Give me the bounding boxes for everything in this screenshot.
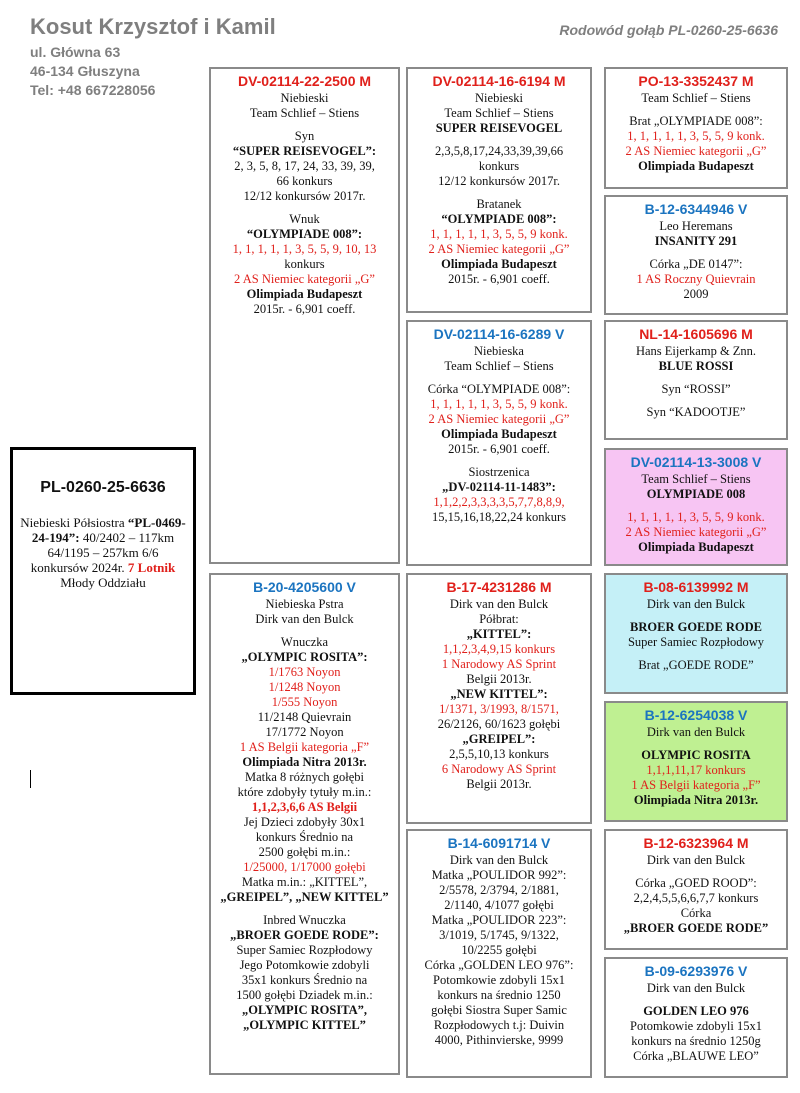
sire-sire-box <box>406 67 592 313</box>
box-line: 2,3,5,8,17,24,33,39,39,66 <box>434 144 564 158</box>
box-line: Belgii 2013r. <box>466 777 532 791</box>
ggp-box-8 <box>604 957 788 1078</box>
spacer <box>412 136 586 144</box>
box-line: 2 AS Niemiec kategorii „G” <box>625 525 767 539</box>
box-line: “SUPER REISEVOGEL”: <box>232 144 377 158</box>
box-line: 2,2,4,5,5,6,6,7,7 konkurs <box>633 891 759 905</box>
box-line: GOLDEN LEO 976 <box>643 1004 749 1018</box>
box-line: Matka „POULIDOR 223”: <box>431 913 567 927</box>
ring-number: B-08-6139992 M <box>643 579 749 595</box>
breeder-name: Kosut Krzysztof i Kamil <box>30 14 276 39</box>
ggp-box-1 <box>604 67 788 189</box>
box-line: “OLYMPIADE 008”: <box>246 227 363 241</box>
ring-number: DV-02114-13-3008 V <box>630 454 762 470</box>
box-line: konkurs na średnio 1250 <box>437 988 561 1002</box>
box-line: Córka „GOLDEN LEO 976”: <box>424 958 574 972</box>
box-line: 2,5,5,10,13 konkurs <box>449 747 549 761</box>
ring-number: PO-13-3352437 M <box>638 73 754 89</box>
box-line: Dirk van den Bulck <box>646 981 746 995</box>
box-line: Potomkowie zdobyli 15x1 <box>433 973 565 987</box>
box-line: 2/1140, 4/1077 gołębi <box>444 898 554 912</box>
box-line: 2500 gołębi m.in.: <box>258 845 351 859</box>
box-line: BLUE ROSSI <box>658 359 734 373</box>
box-line: Niebieska <box>474 344 524 358</box>
box-line: „BROER GOEDE RODE” <box>623 921 769 935</box>
spacer <box>610 612 782 620</box>
box-line: 2015r. - 6,901 coeff. <box>448 272 550 286</box>
box-line: 1, 1, 1, 1, 1, 3, 5, 5, 9 konk. <box>430 227 568 241</box>
ggp-box-6 <box>604 701 788 822</box>
spacer <box>610 740 782 748</box>
dam-dam-box <box>406 829 592 1078</box>
spacer <box>610 502 782 510</box>
main-line: 64/1195 – 257km <box>47 545 139 560</box>
spacer <box>610 650 782 658</box>
box-line: Olimpiada Nitra 2013r. <box>633 793 759 807</box>
ring-number: B-12-6323964 M <box>643 835 749 851</box>
box-line: Hans Eijerkamp & Znn. <box>635 344 757 358</box>
box-line: Siostrzenica <box>468 465 530 479</box>
spacer <box>412 374 586 382</box>
box-line: Team Schlief – Stiens <box>249 106 360 120</box>
box-line: 2015r. - 6,901 coeff. <box>448 442 550 456</box>
box-line: Brat „GOEDE RODE” <box>638 658 754 672</box>
ggp-box-2 <box>604 195 788 315</box>
box-line: 2, 3, 5, 8, 17, 24, 33, 39, 39, <box>234 159 375 173</box>
box-line: Syn <box>294 129 315 143</box>
box-line: Wnuczka <box>280 635 329 649</box>
box-line: „OLYMPIC KITTEL” <box>243 1018 366 1032</box>
box-line: Team Schlief – Stiens <box>641 91 751 105</box>
box-line: Super Samiec Rozpłodowy <box>627 635 765 649</box>
box-line: 2009 <box>683 287 709 301</box>
breeder-street: ul. Główna 63 <box>30 44 121 60</box>
box-line: „GREIPEL”: <box>462 732 536 746</box>
box-line: gołębi Siostra Super Samic <box>431 1003 567 1017</box>
box-line: 10/2255 gołębi <box>461 943 537 957</box>
box-line: 35x1 konkurs Średnio na <box>241 973 368 987</box>
subject-pigeon-box <box>10 447 196 695</box>
award-text: Młody Oddziału <box>60 575 146 590</box>
ggp-box-7 <box>604 829 788 950</box>
breeder-city: 46-134 Głuszyna <box>30 63 140 79</box>
box-line: Brat „OLYMPIADE 008”: <box>629 114 763 128</box>
box-line: Super Samiec Rozpłodowy <box>236 943 373 957</box>
box-line: 1, 1, 1, 1, 1, 3, 5, 5, 9 konk. <box>627 510 765 524</box>
box-line: Leo Heremans <box>659 219 733 233</box>
main-line: 40/2402 – 117km <box>82 530 175 545</box>
box-line: konkurs Średnio na <box>255 830 354 844</box>
spacer <box>610 106 782 114</box>
box-line: 2015r. - 6,901 coeff. <box>253 302 356 316</box>
box-line: Córka „GOED ROOD”: <box>635 876 757 890</box>
main-line: “PL-0469-24-194”: <box>31 515 186 545</box>
sire-box <box>209 67 400 564</box>
box-line: Matka m.in.: „KITTEL”, <box>241 875 368 889</box>
ring-number: B-14-6091714 V <box>447 835 551 851</box>
box-line: 2 AS Niemiec kategorii „G” <box>625 144 767 158</box>
box-line: Olimpiada Budapeszt <box>638 159 754 173</box>
box-line: 2/5578, 2/3794, 2/1881, <box>439 883 559 897</box>
ring-number: B-20-4205600 V <box>253 579 356 595</box>
box-line: 1/1248 Noyon <box>268 680 341 694</box>
ring-number: NL-14-1605696 M <box>639 326 753 342</box>
spacer <box>412 457 586 465</box>
box-line: 1 Narodowy AS Sprint <box>441 657 557 671</box>
box-line: Olimpiada Budapeszt <box>246 287 363 301</box>
box-line: Córka “OLYMPIADE 008”: <box>427 382 571 396</box>
box-line: „GREIPEL”, „NEW KITTEL” <box>220 890 389 904</box>
box-line: 11/2148 Quievrain <box>257 710 352 724</box>
ring-number: DV-02114-16-6289 V <box>433 326 565 342</box>
spacer <box>412 189 586 197</box>
box-line: Półbrat: <box>479 612 519 626</box>
box-line: 66 konkurs <box>276 174 333 188</box>
box-line: 1500 gołębi Dziadek m.in.: <box>236 988 373 1002</box>
box-line: Córka „DE 0147”: <box>649 257 743 271</box>
box-line: Potomkowie zdobyli 15x1 <box>630 1019 762 1033</box>
spacer <box>610 868 782 876</box>
box-line: “OLYMPIADE 008”: <box>441 212 557 226</box>
box-line: Córka „BLAUWE LEO” <box>633 1049 759 1063</box>
box-line: konkurs <box>478 159 520 173</box>
box-line: 1 AS Belgii kategoria „F” <box>631 778 761 792</box>
ring-number: B-12-6254038 V <box>644 707 748 723</box>
box-line: Syn “ROSSI” <box>661 382 731 396</box>
box-line: „OLYMPIC ROSITA”: <box>241 650 368 664</box>
spacer <box>215 905 394 913</box>
sire-dam-box <box>406 320 592 566</box>
box-line: „KITTEL”: <box>466 627 532 641</box>
spacer <box>610 249 782 257</box>
box-line: Dirk van den Bulck <box>646 597 746 611</box>
box-line: 3/1019, 5/1745, 9/1322, <box>439 928 559 942</box>
box-line: „OLYMPIC ROSITA”, <box>241 1003 368 1017</box>
box-line: 17/1772 Noyon <box>265 725 344 739</box>
spacer <box>215 121 394 129</box>
box-line: Inbred Wnuczka <box>263 913 346 927</box>
main-line: 6/6 konkursów 2024r. <box>30 545 159 575</box>
box-line: Bratanek <box>476 197 522 211</box>
box-line: 1 AS Belgii kategoria „F” <box>239 740 370 754</box>
box-line: 1,1,2,3,6,6 AS Belgii <box>251 800 358 814</box>
ring-number: B-09-6293976 V <box>644 963 748 979</box>
ring-number: DV-02114-22-2500 M <box>237 73 372 89</box>
box-line: 15,15,16,18,22,24 konkurs <box>431 510 567 524</box>
spacer <box>215 627 394 635</box>
box-line: Olimpiada Budapeszt <box>441 427 557 441</box>
box-line: INSANITY 291 <box>654 234 738 248</box>
box-line: 1, 1, 1, 1, 1, 3, 5, 5, 9 konk. <box>430 397 568 411</box>
box-line: OLYMPIC ROSITA <box>641 748 751 762</box>
box-line: Dirk van den Bulck <box>449 853 549 867</box>
spacer <box>610 374 782 382</box>
box-line: Team Schlief – Stiens <box>444 106 554 120</box>
ggp-box-5 <box>604 573 788 694</box>
box-line: Matka 8 różnych gołębi <box>244 770 365 784</box>
box-line: 1 AS Roczny Quievrain <box>636 272 756 286</box>
box-line: Rozpłodowych t.j: Duivin <box>433 1018 565 1032</box>
box-line: Team Schlief – Stiens <box>444 359 554 373</box>
box-line: 12/12 konkursów 2017r. <box>438 174 560 188</box>
box-line: 1,1,1,11,17 konkurs <box>646 763 746 777</box>
ring-number: B-17-4231286 M <box>446 579 552 595</box>
box-line: 12/12 konkursów 2017r. <box>243 189 366 203</box>
box-line: 4000, Pithinvierske, 9999 <box>434 1033 564 1047</box>
box-line: 1/555 Noyon <box>271 695 338 709</box>
box-line: Dirk van den Bulck <box>646 853 746 867</box>
box-line: 1/25000, 1/17000 gołębi <box>243 860 366 874</box>
box-line: 1,1,2,3,4,9,15 konkurs <box>442 642 556 656</box>
box-line: Jego Potomkowie zdobyli <box>239 958 370 972</box>
box-line: konkurs na średnio 1250g <box>631 1034 761 1048</box>
box-line: które zdobyły tytuły m.in.: <box>237 785 372 799</box>
box-line: Niebieski <box>475 91 523 105</box>
box-line: konkurs <box>284 257 325 271</box>
box-line: Olimpiada Budapeszt <box>638 540 754 554</box>
award-rank: 7 Lotnik <box>127 560 176 575</box>
subject-color: Niebieski <box>20 515 71 530</box>
box-line: 1/1371, 3/1993, 8/1571, <box>439 702 559 716</box>
box-line: 1/1763 Noyon <box>268 665 341 679</box>
box-line: Jej Dzieci zdobyły 30x1 <box>243 815 366 829</box>
box-line: 1, 1, 1, 1, 1, 3, 5, 5, 9 konk. <box>627 129 765 143</box>
box-line: Team Schlief – Stiens <box>641 472 751 486</box>
box-line: 2 AS Niemiec kategorii „G” <box>428 412 570 426</box>
box-line: 1,1,2,2,3,3,3,3,5,7,7,8,8,9, <box>433 495 565 509</box>
box-line: Niebieski <box>280 91 329 105</box>
box-line: Dirk van den Bulck <box>646 725 746 739</box>
ggp-box-4 <box>604 448 788 566</box>
box-line: Olimpiada Budapeszt <box>441 257 557 271</box>
ring-number: B-12-6344946 V <box>644 201 748 217</box>
spacer <box>610 397 782 405</box>
box-line: „DV-02114-11-1483”: <box>442 480 556 494</box>
box-line: Wnuk <box>289 212 320 226</box>
subject-ring: PL-0260-25-6636 <box>40 479 166 496</box>
breeder-phone: Tel: +48 667228056 <box>30 82 156 98</box>
dam-sire-box <box>406 573 592 824</box>
box-line: 2 AS Niemiec kategorii „G” <box>234 272 375 286</box>
box-line: Dirk van den Bulck <box>449 597 549 611</box>
box-line: „BROER GOEDE RODE”: <box>230 928 379 942</box>
box-line: 1, 1, 1, 1, 1, 3, 5, 5, 9, 10, 13 <box>232 242 377 256</box>
box-line: Córka <box>680 906 712 920</box>
pedigree-title: Rodowód gołąb PL-0260-25-6636 <box>559 22 778 38</box>
main-line: Półsiostra <box>73 515 125 530</box>
spacer <box>610 996 782 1004</box>
box-line: OLYMPIADE 008 <box>646 487 746 501</box>
box-line: Dirk van den Bulck <box>255 612 354 626</box>
box-line: 26/2126, 60/1623 gołębi <box>437 717 561 731</box>
ring-number: DV-02114-16-6194 M <box>432 73 566 89</box>
box-line: Syn “KADOOTJE” <box>646 405 746 419</box>
box-line: „NEW KITTEL”: <box>450 687 548 701</box>
ggp-box-3 <box>604 320 788 440</box>
spacer <box>215 204 394 212</box>
box-line: 6 Narodowy AS Sprint <box>441 762 557 776</box>
box-line: Matka „POULIDOR 992”: <box>431 868 567 882</box>
box-line: Niebieska Pstra <box>265 597 344 611</box>
box-line: Belgii 2013r. <box>466 672 532 686</box>
box-line: SUPER REISEVOGEL <box>435 121 563 135</box>
box-line: 2 AS Niemiec kategorii „G” <box>428 242 570 256</box>
box-line: Olimpiada Nitra 2013r. <box>242 755 367 769</box>
box-line: BROER GOEDE RODE <box>630 620 762 634</box>
dam-box <box>209 573 400 1075</box>
text-cursor <box>30 770 31 788</box>
